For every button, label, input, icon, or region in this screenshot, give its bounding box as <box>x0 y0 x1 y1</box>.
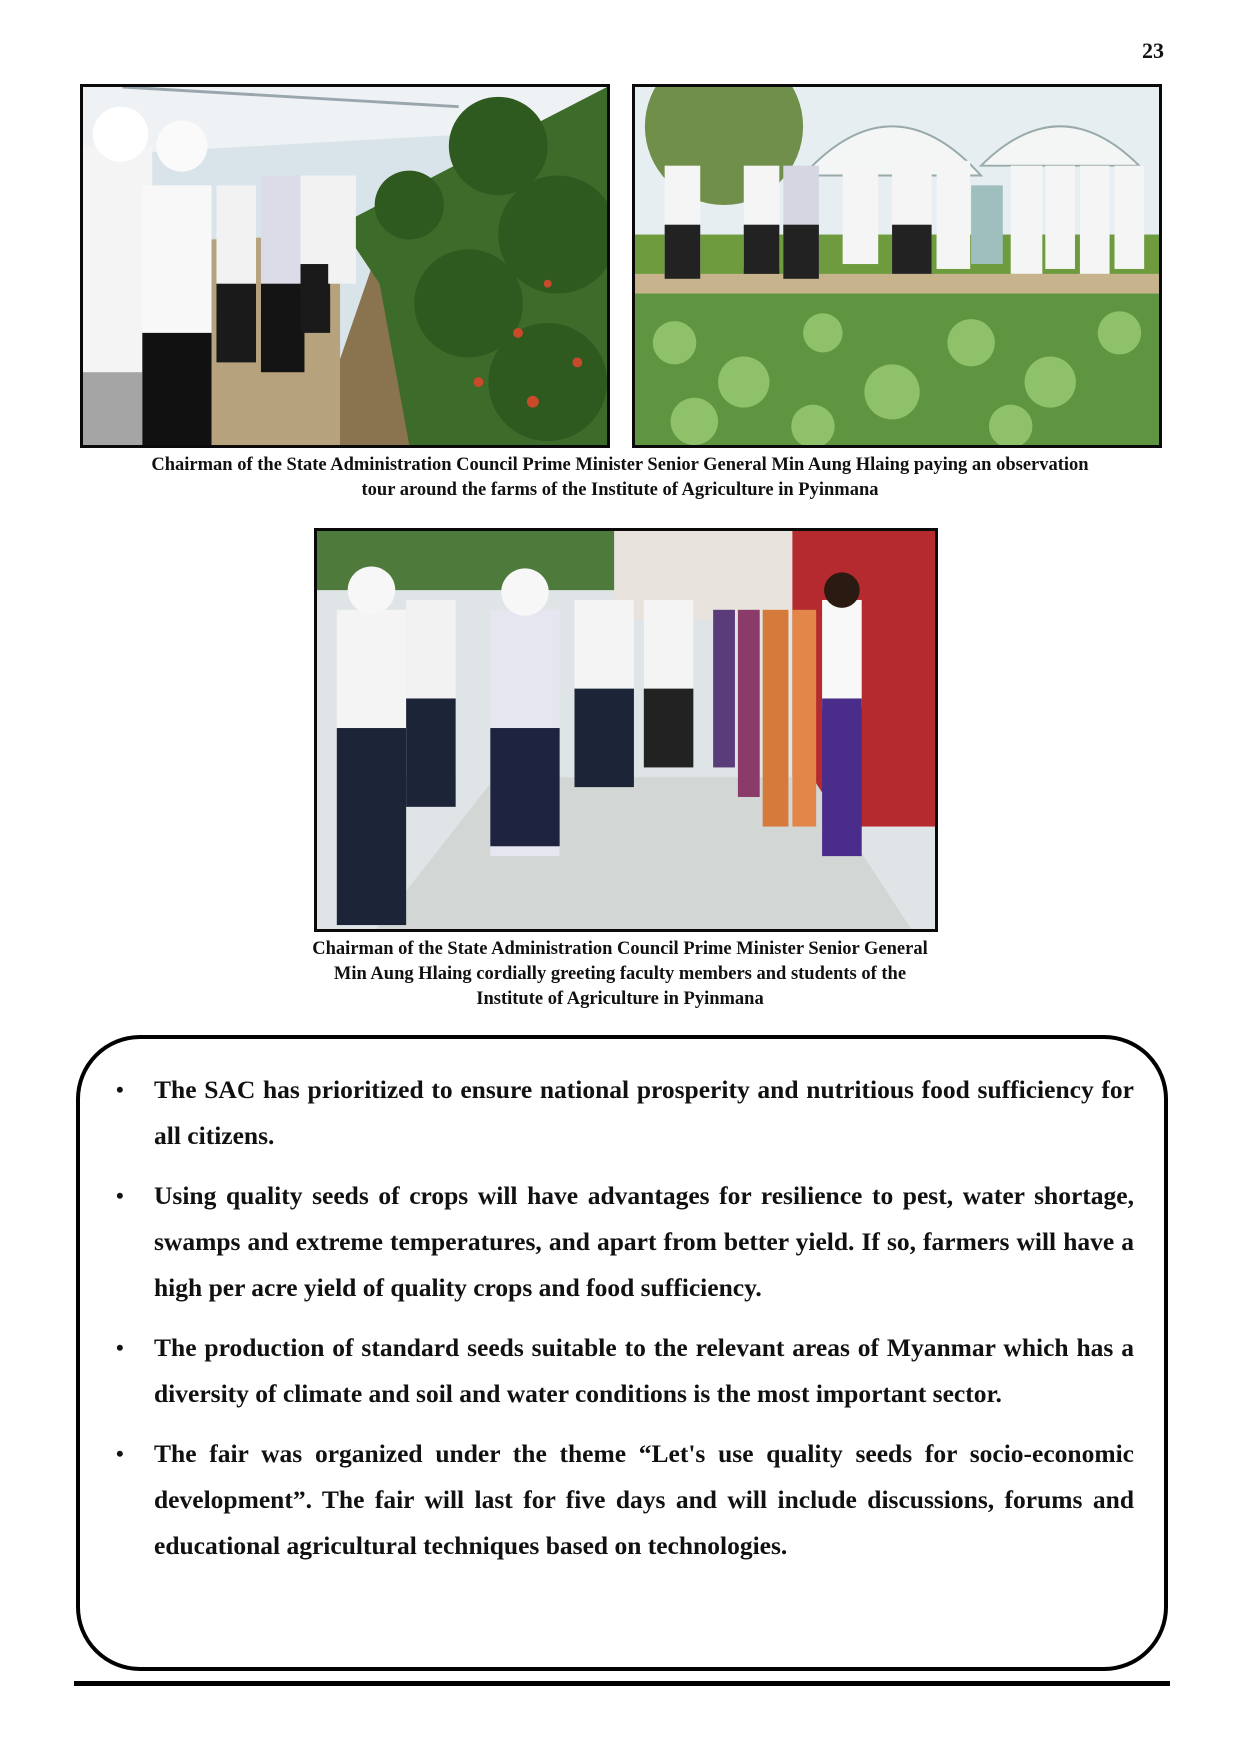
list-item <box>110 1067 1134 1159</box>
list-item-text: The production of standard seeds suitable to the relevant areas of Myanmar which has a diversity of climate and soil and water conditions is the most important sector. <box>154 1333 1134 1408</box>
greeting-photo-image <box>317 531 935 929</box>
greeting-photo <box>314 528 938 932</box>
bottom-rule <box>74 1681 1170 1686</box>
page-number: 23 <box>1142 38 1164 63</box>
field-visit-photo-image <box>635 87 1159 445</box>
photo-caption-2 <box>240 937 1000 1012</box>
bullet-icon: • <box>116 1335 124 1360</box>
photo-caption-1-line-1: Chairman of the State Administration Council Prime Minister Senior General Min Aung Hlaing paying an observation <box>151 455 1089 475</box>
list-item <box>110 1431 1134 1569</box>
photo-caption-2-line-2: Min Aung Hlaing cordially greeting faculty members and students of the <box>333 964 907 984</box>
bullet-icon: • <box>116 1441 124 1466</box>
bullet-icon: • <box>116 1077 124 1102</box>
photo-caption-2-line-3: Institute of Agriculture in Pyinmana <box>476 989 764 1009</box>
field-visit-photo <box>632 84 1162 448</box>
photo-caption-2-line-1: Chairman of the State Administration Council Prime Minister Senior General <box>312 939 928 959</box>
highlights-list <box>110 1067 1134 1583</box>
list-item-text: Using quality seeds of crops will have advantages for resilience to pest, water shortage, swamps and extreme temperatures, and apart from better yield. If so, farmers will have a high per acre yield of quality crops and food sufficiency. <box>154 1181 1134 1302</box>
greenhouse-photo <box>80 84 610 448</box>
photo-caption-1-line-2: tour around the farms of the Institute of Agriculture in Pyinmana <box>361 480 879 500</box>
photo-caption-1 <box>60 453 1180 503</box>
list-item <box>110 1173 1134 1311</box>
highlights-box <box>76 1035 1168 1671</box>
list-item-text: The fair was organized under the theme “Let's use quality seeds for socio-economic development”. The fair will last for five days and will include discussions, forums and educational agricultural techniques based on technologies. <box>154 1439 1134 1560</box>
list-item-text: The SAC has prioritized to ensure national prosperity and nutritious food sufficiency for all citizens. <box>154 1075 1134 1150</box>
bullet-icon: • <box>116 1183 124 1208</box>
list-item <box>110 1325 1134 1417</box>
greenhouse-photo-image <box>83 87 607 445</box>
